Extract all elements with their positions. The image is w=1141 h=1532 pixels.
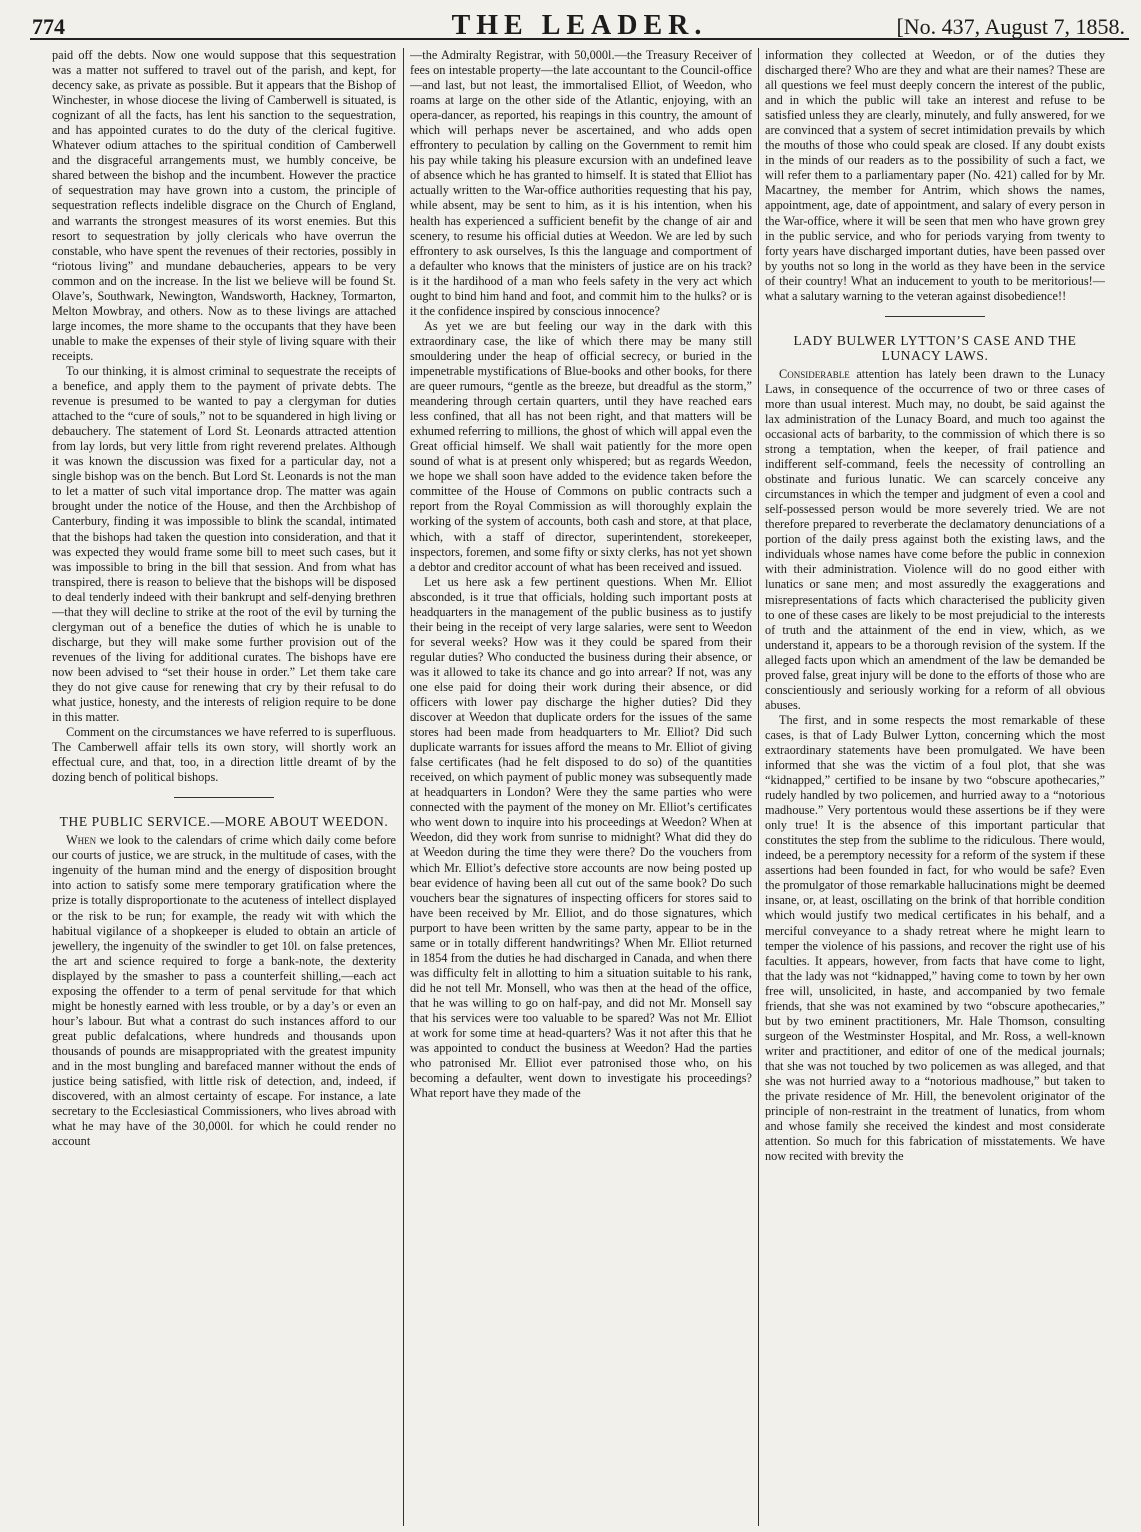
paragraph: paid off the debts. Now one would suppose that this sequestration was a matter not suffered to travel out of the parish, and kept, for decency sake, as private as possible. But it appears that the Bishop of Winchester, in whose diocese the living of Camberwell is situated, is cognizant of all the facts, has lent his sanction to the sequestration, and has appointed curates to do the duty of the clerical fugitive. Whatever odium attaches to the spiritual condition of Camberwell and the disgraceful arrangements must, we humbly conceive, be shared between the bishop and the incumbent. However the practice of sequestration may have grown into a custom, the principle of sequestration reflects indelible disgrace on the Church of England, and warrants the strongest measures of its worst enemies. But this resort to sequestration by jolly clericals who have overrun the constable, who have spent the revenues of their rectories, possibly in “riotous living” and mundane debaucheries, appears to be very common and on the increase. In the list we believe will be found St. Olave’s, Southwark, Newington, Wandsworth, Hackney, Tormarton, Melton Mowbray, and others. Now as to these livings are attached large incomes, the more shame to the occupants that they have been unable to make the expenses of their style of living square with their receipts. [52, 48, 396, 363]
section-heading: LADY BULWER LYTTON’S CASE AND THE LUNACY LAWS. [793, 332, 1077, 363]
page-number: 774 [32, 14, 65, 39]
paragraph-text: attention has lately been drawn to the Lunacy Laws, in consequence of the occurrence of two or three cases of more than usual interest. Much may, no doubt, be said against the lax administration of the Lunacy Board, and much too against the occasional acts of barbarity, to the commission of which there is so strong a temptation, when the keeper, of frail patience and indifferent self-command, feels the necessity of controlling an obstinate and furious lunatic. We can scarcely conceive any circumstances in which the temper and judgment of even a cool and self-possessed person would be more severely tried. We are not therefore prepared to reverberate the declamatory denunciations of a portion of the daily press against both the existing laws, and the individuals whose names have come before the public in connexion with their administration. Violence will do no good either with lunatics or sane men; and most assuredly the exaggerations and misrepresentations of facts which characterised the publicity given to one of these cases are likely to be most prejudicial to the interests of truth and the attainment of the end in view, which, as we understand it, appears to be a thorough revision of the system. If the alleged facts upon which an amendment of the law be demanded be proved false, great injury will be done to the efforts of those who are conscientiously and seriously working for a reform of all obvious abuses. [765, 366, 1105, 712]
paragraph: As yet we are but feeling our way in the dark with this extraordinary case, the like of which there may be many still smouldering under the heap of official secrecy, or buried in the impenetrable mystifications of Blue-books and other books, for there are queer rumours, “gentle as the breeze, but dreadful as the storm,” meandering through certain quarters, until they have reached ears less confined, that all has not been right, and that matters will be exhumed referring to millions, the ghost of which will appal even the Great official himself. We shall wait patiently for the more open sound of what is at present only whispered; but as regards Weedon, we hope we shall soon have added to the evidence taken before the committee of the House of Commons on public contracts such a report from the Royal Commission as will thoroughly explain the working of the system of accounts, both cash and store, at that place, which, with a staff of director, superintendent, storekeeper, inspectors, foremen, and some fifty or sixty clerks, has not yet shown a debtor and creditor account of what has been received and issued. [410, 318, 752, 574]
column-rule [403, 48, 404, 1526]
section-divider [174, 797, 274, 798]
paragraph: Let us here ask a few pertinent questions. When Mr. Elliot absconded, is it true that officials, holding such important posts at headquarters in the management of the public business as to justify their being in the receipt of very large salaries, were sent to Weedon for several weeks? How was it they could be spared from their regular duties? Who conducted the business during their absence, or was it allowed to take its chance and go into arrear? If not, was any one else paid for doing their work during their absence, or did officers with lower pay discharge the higher duties? Did they discover at Weedon that duplicate orders for the issues of the same stores had been made from headquarters to Mr. Elliot? Did such duplicate warrants for issues afford the means to Mr. Elliot of giving false certificates (had he felt disposed to do so) of the quantities received, on which payment of public money was subsequently made at headquarters in London? Were they the same parties who were connected with the payment of the money on Mr. Elliot’s certificates who went down to inquire into his proceedings at Weedon? When at Weedon, did they work from sunrise to midnight? What did they do at Weedon during the time they were there? Do the vouchers from which Mr. Elliot’s defective store accounts are now being posted up bear evidence of having been all cut out of the same book? Do such vouchers bear the signatures of inspecting officers for stores said to have been received by Mr. Elliot, and do those signatures, which purport to have been written by the same party, appear to be in the same or in totally different handwritings? When Mr. Elliot returned in 1854 from the duties he had discharged in Canada, and when there was difficulty felt in allotting to him a situation suitable to his rank, did he not tell Mr. Monsell, who was then at the head of the office, that he was willing to go on half-pay, and did not Mr. Monsell say that his services were too valuable to be spared? Was not Mr. Elliot at work for some time at head-quarters? Was it not after this that he was appointed to conduct the business at Weedon? Had the parties who patronised Mr. Elliot ever patronised those who, on his becoming a defaulter, went down to investigate his proceedings? What report have they made of the [410, 574, 752, 1101]
paragraph: Comment on the circumstances we have referred to is superfluous. The Camberwell affair tells its own story, will shortly work an effectual cure, and that, too, in a direction little dreamt of by the dozing bench of political bishops. [52, 725, 396, 785]
lead-word: Considerable [779, 366, 850, 381]
paragraph: information they collected at Weedon, or of the duties they discharged there? Who are they and what are their names? These are all questions we feel must deeply concern the interest of the public, and in which the public will take an interest and refuse to be satisfied unless they are clearly, minutely, and fully answered, for we are convinced that a system of secret intimidation prevails by which the mouths of those who could speak are closed. If any doubt exists in the minds of our readers as to the possibility of such a fact, we will refer them to a parliamentary paper (No. 421) called for by Mr. Macartney, the member for Antrim, which shows the names, appointment, age, date of appointment, and salary of every person in the War-office, where it will be seen that men who have grown grey in the public service, and who for periods varying from twenty to forty years have discharged important duties, have been passed over by youths not so long in the world as they have been in the service of their country! What an inducement to youth to be meritorious!—what a salutary warning to the veteran against disobedience!! [765, 48, 1105, 303]
masthead [30, 8, 1129, 40]
paragraph [765, 367, 1105, 713]
column-rule [758, 48, 759, 1526]
lead-word: When [66, 833, 97, 848]
issue-line: [No. 437, August 7, 1858. [896, 14, 1125, 39]
column-2 [410, 48, 752, 1523]
paragraph: To our thinking, it is almost criminal to sequestrate the receipts of a benefice, and apply them to the payment of private debts. The revenue is presumed to be wanted to pay a clergyman for duties attached to the “cure of souls,” not to be squandered in high living or debauchery. The statement of Lord St. Leonards attracted attention from lay lords, but very little from right reverend prelates. Although it was known the discussion was fixed for a particular day, not a single bishop was on the bench. But Lord St. Leonards is not the man to let a matter of such vital importance drop. The matter was again brought under the notice of the House, and then the Archbishop of Canterbury, finding it was impossible to blink the scandal, intimated that the bishops had taken the question into consideration, and that it was expected they would frame some bill to meet such cases, but it was impossible to bring in the bill that session. And from what has transpired, there is reason to believe that the bishops will be disposed to deal tenderly indeed with their bankrupt and self-denying brethren—that they will decline to strike at the root of the evil by turning the clergyman out of a benefice the duties of which he is unable to discharge, but they will make some further provision out of the revenues of the living for additional curates. The bishops have ere now been advised to “set their house in order.” Let them take care they do not give cause for renewing that cry by their refusal to do what justice, honesty, and the interests of religion require to be done in this matter. [52, 363, 396, 725]
column-1 [52, 48, 396, 1523]
column-3 [765, 48, 1105, 1523]
paragraph-text: we look to the calendars of crime which daily come before our courts of justice, we are struck, in the multitude of cases, with the ingenuity of the human mind and the energy of disposition brought into action to satisfy some mere temporary gratification where the prize is totally disproportionate to the acuteness of intellect displayed or the risk to be run; for example, the ready wit with which the habitual vigilance of a shopkeeper is eluded to obtain an article of jewellery, the ingenuity of the swindler to get 10l. on false pretences, the art and science required to forge a bank-note, the dexterity displayed by the smasher to pass a counterfeit shilling,—each act exposing the offender to a term of penal servitude for that which might be honestly earned with less trouble, or by a day’s or even an hour’s labour. But what a contrast do such instances afford to our great public defalcations, where hundreds and thousands upon thousands of pounds are misappropriated with the greatest impunity and in the most bungling and barefaced manner without the ends of justice being satisfied, with little risk of detection, and, indeed, if discovered, with an almost certainty of escape. For instance, a late secretary to the Ecclesiastical Commissioners, who lives abroad with what he may have of the 30,000l. for which he could render no account [52, 833, 396, 1149]
section-divider [885, 316, 985, 317]
newspaper-title: THE LEADER. [451, 10, 708, 41]
paragraph: —the Admiralty Registrar, with 50,000l.—the Treasury Receiver of fees on intestable property—the late accountant to the Council-office—and last, but not least, the immortalised Elliot, of Weedon, who roams at large on the other side of the Atlantic, enjoying, with an opera-dancer, as reported, his reapings in this country, the amount of which will perhaps never be ascertained, and who adds open effrontery to peculation by calling on the Government to remit him his pay while taking his pleasure excursion with an undefined leave of absence which he has granted to himself. It is stated that Elliot has actually written to the War-office authorities requesting that his pay, while absent, may be sent to him, as it is his intention, when his health has experienced a sufficient benefit by the change of air and scenery, to resume his official duties at Weedon. We are led by such effrontery to ask ourselves, Is this the language and comportment of a defaulter who knows that the ministers of justice are on his track? is it the hardihood of a man who feels safety in the very act which ought to bind him hand and foot, and commit him to the hulks? or is it the confidence inspired by conscious innocence? [410, 48, 752, 318]
section-heading: THE PUBLIC SERVICE.—MORE ABOUT WEEDON. [59, 814, 389, 830]
paragraph: The first, and in some respects the most remarkable of these cases, is that of Lady Bulwer Lytton, concerning which the most extraordinary statements have been promulgated. We have been informed that she was the victim of a foul plot, that she was “kidnapped,” certified to be insane by two “obscure apothecaries,” rudely handled by two policemen, and hurried away to a “notorious madhouse.” Very portentous would these assertions be if they were only true! It is the absence of this important particular that constitutes the step from the sublime to the ridiculous. There would, indeed, be a peremptory necessity for a reform of the system if these assertions had been founded in fact, for who would be safe? Even the promulgator of those remarkable hallucinations might be deemed insane, or, at least, oscillating on the brink of that horrible condition which would justify two medical certificates in his behalf, and a merciful conveyance to a shady retreat where he might learn to temper the violence of his passions, and recover the right use of his faculties. It appears, however, from facts that have come to light, that the lady was not “kidnapped,” having come to town by her own free will, unsolicited, in haste, and accompanied by two female friends, that she was not examined by two “obscure apothecaries,” but by two eminent practitioners, Mr. Hale Thomson, consulting surgeon of the Westminster Hospital, and Mr. Ross, a well-known writer and practitioner, and editor of one of the medical journals; that she was not touched by two policemen as was alleged, and that she was not hurried away to a “notorious madhouse,” but taken to the private residence of Mr. Hill, the benevolent originator of the principle of non-restraint in the treatment of lunatics, from whom and whose family she received the kindest and most considerate attention. So much for this fabrication of misstatements. We have now recited with brevity the [765, 712, 1105, 1164]
paragraph [52, 833, 396, 1149]
